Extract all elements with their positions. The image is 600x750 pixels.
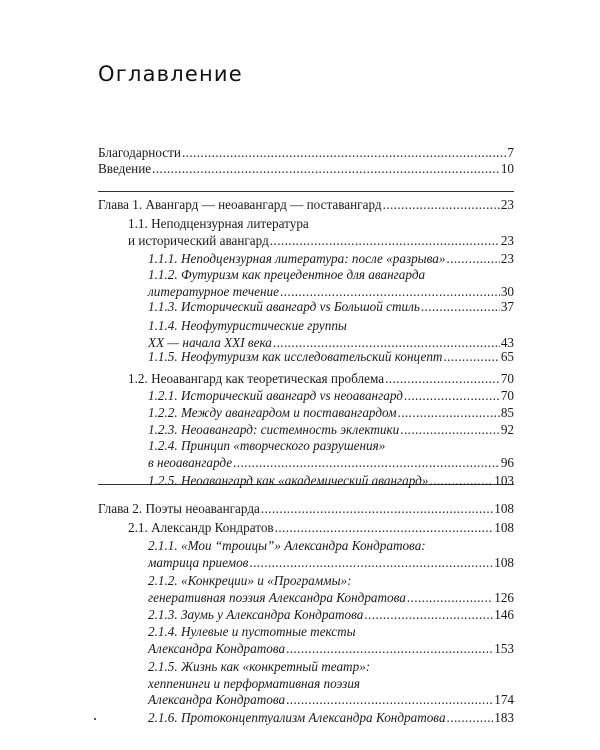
page-number: 85 — [500, 405, 514, 420]
page-number: 23 — [500, 232, 514, 248]
toc-entry — [148, 405, 514, 422]
toc-entry-title: XX — начала XXI века — [148, 334, 272, 350]
toc-entry-title: 1.1.5. Неофутуризм как исследовательский концепт — [148, 349, 443, 364]
dot-leader — [404, 388, 500, 405]
divider — [98, 191, 514, 192]
toc-entry-title: 1.2.3. Неоавангард: системность эклектики — [148, 422, 400, 437]
dot-leader — [446, 251, 499, 268]
toc-entry-title: Благодарности — [98, 145, 181, 160]
toc-entry — [148, 538, 514, 571]
page-number: 65 — [500, 349, 514, 364]
dot-leader — [182, 145, 506, 162]
page-number: 174 — [494, 692, 514, 707]
page-number: 183 — [494, 710, 514, 725]
toc-entry-title-line: 1.2.4. Принцип «творческого разрушения» — [148, 438, 386, 453]
dot-leader — [286, 692, 493, 709]
toc-entry-title: Александра Кондратова — [148, 640, 286, 656]
dot-leader — [447, 710, 494, 727]
toc-entry-title: 1.2.1. Исторический авангард vs неоавангард — [148, 388, 403, 403]
toc-entry — [148, 573, 514, 606]
page-number: 23 — [500, 251, 514, 266]
toc-entry — [148, 299, 514, 316]
toc-entry-title: в неоавангарде — [148, 454, 233, 470]
toc-entry — [148, 624, 514, 657]
page-number: 108 — [494, 520, 514, 535]
toc-entry — [148, 251, 514, 268]
page-number: 70 — [500, 388, 514, 403]
toc-entry-title: Александра Кондратова — [148, 692, 286, 707]
toc-entry-title: литературное течение — [148, 283, 279, 299]
toc-entry — [148, 607, 514, 624]
toc-entry — [148, 473, 514, 490]
dot-leader — [152, 161, 500, 178]
page-number: 7 — [507, 145, 514, 160]
page-number: 126 — [494, 589, 514, 605]
dot-leader — [407, 590, 493, 607]
dot-leader — [443, 349, 499, 366]
toc-entry-title: Глава 2. Поэты неоавангарда — [98, 501, 260, 516]
page-number: 37 — [500, 299, 514, 314]
dot-leader — [398, 405, 500, 422]
toc-entry — [98, 161, 514, 178]
toc-entry — [148, 659, 514, 709]
toc-entry-title-line: 2.1.1. «Мои “троицы”» Александра Кондратова: — [148, 538, 426, 553]
toc-entry-title: 2.1.3. Заумь у Александра Кондратова — [148, 607, 364, 622]
page-number: 92 — [500, 422, 514, 437]
toc-entry — [128, 520, 514, 537]
toc-entry-title-line: хеппенинги и перформативная поэзия — [148, 675, 361, 691]
dot-leader — [249, 555, 493, 572]
toc-entry-title: Глава 1. Авангард — неоавангард — поставангард — [98, 197, 382, 212]
toc-entry-title: 1.2.2. Между авангардом и поставангардом — [148, 405, 397, 420]
toc-entry-title-line: 2.1.2. «Конкреции» и «Программы»: — [148, 573, 352, 588]
page-number: 10 — [500, 161, 514, 176]
toc-entry — [98, 197, 514, 214]
toc-entry-title-line: 1.1. Неподцензурная литература — [128, 216, 309, 231]
toc-entry — [148, 267, 514, 300]
toc-entry — [148, 349, 514, 366]
dot-leader — [385, 371, 500, 388]
toc-entry-title-line: 2.1.4. Нулевые и пустотные тексты — [148, 624, 356, 639]
toc-entry-title-line: 1.1.4. Неофутуристические группы — [148, 318, 347, 333]
page-number: 108 — [494, 501, 514, 516]
dot-leader — [270, 233, 500, 250]
toc-entry — [128, 371, 514, 388]
page-number: 153 — [494, 640, 514, 656]
dot-leader — [261, 501, 493, 518]
toc-entry-title: 1.1.1. Неподцензурная литература: после «разрыва» — [148, 251, 446, 266]
toc-entry — [148, 438, 514, 471]
page-number: 103 — [494, 473, 514, 488]
dot-leader — [400, 422, 500, 439]
toc-entry-title: Введение — [98, 161, 152, 176]
toc-entry — [148, 318, 514, 351]
toc-entry-title: 1.1.3. Исторический авангард vs Большой стиль — [148, 299, 420, 314]
dot-leader — [364, 607, 493, 624]
toc-entry — [148, 388, 514, 405]
dot-leader — [286, 641, 493, 658]
toc-entry-title-line: 2.1.5. Жизнь как «конкретный театр»: — [148, 659, 371, 674]
toc-entry — [148, 710, 514, 727]
page-number: 96 — [500, 454, 514, 470]
page-number: 108 — [494, 554, 514, 570]
page-number: 146 — [494, 607, 514, 622]
dot-leader — [275, 520, 494, 537]
toc-entry-title: 1.2. Неоавангард как теоретическая проблема — [128, 371, 385, 386]
dot-leader — [421, 299, 500, 316]
scan-mark — [94, 718, 96, 720]
toc-entry — [98, 145, 514, 162]
dot-leader — [429, 473, 493, 490]
toc-entry-title: 2.1. Александр Кондратов — [128, 520, 274, 535]
toc-entry-title-line: 1.1.2. Футуризм как прецедентное для авангарда — [148, 267, 426, 282]
toc-entry-title: генеративная поэзия Александра Кондратова — [148, 589, 406, 605]
page-number: 30 — [500, 283, 514, 299]
dot-leader — [383, 197, 500, 214]
toc-entry — [148, 422, 514, 439]
toc-entry — [98, 501, 514, 518]
toc-entry-title: и исторический авангард — [128, 232, 269, 248]
page-number: 70 — [500, 371, 514, 386]
toc-entry — [128, 216, 514, 249]
dot-leader — [280, 284, 500, 301]
dot-leader — [233, 455, 500, 472]
toc-entry-title: 2.1.6. Протоконцептуализм Александра Кондратова — [148, 710, 446, 725]
toc-entry-title: матрица приемов — [148, 554, 249, 570]
toc-entry-title: 1.2.5. Неоавангард как «академический авангард» — [148, 473, 429, 488]
page-number: 43 — [500, 334, 514, 350]
page-title: Оглавление — [98, 62, 243, 86]
page-number: 23 — [500, 197, 514, 212]
